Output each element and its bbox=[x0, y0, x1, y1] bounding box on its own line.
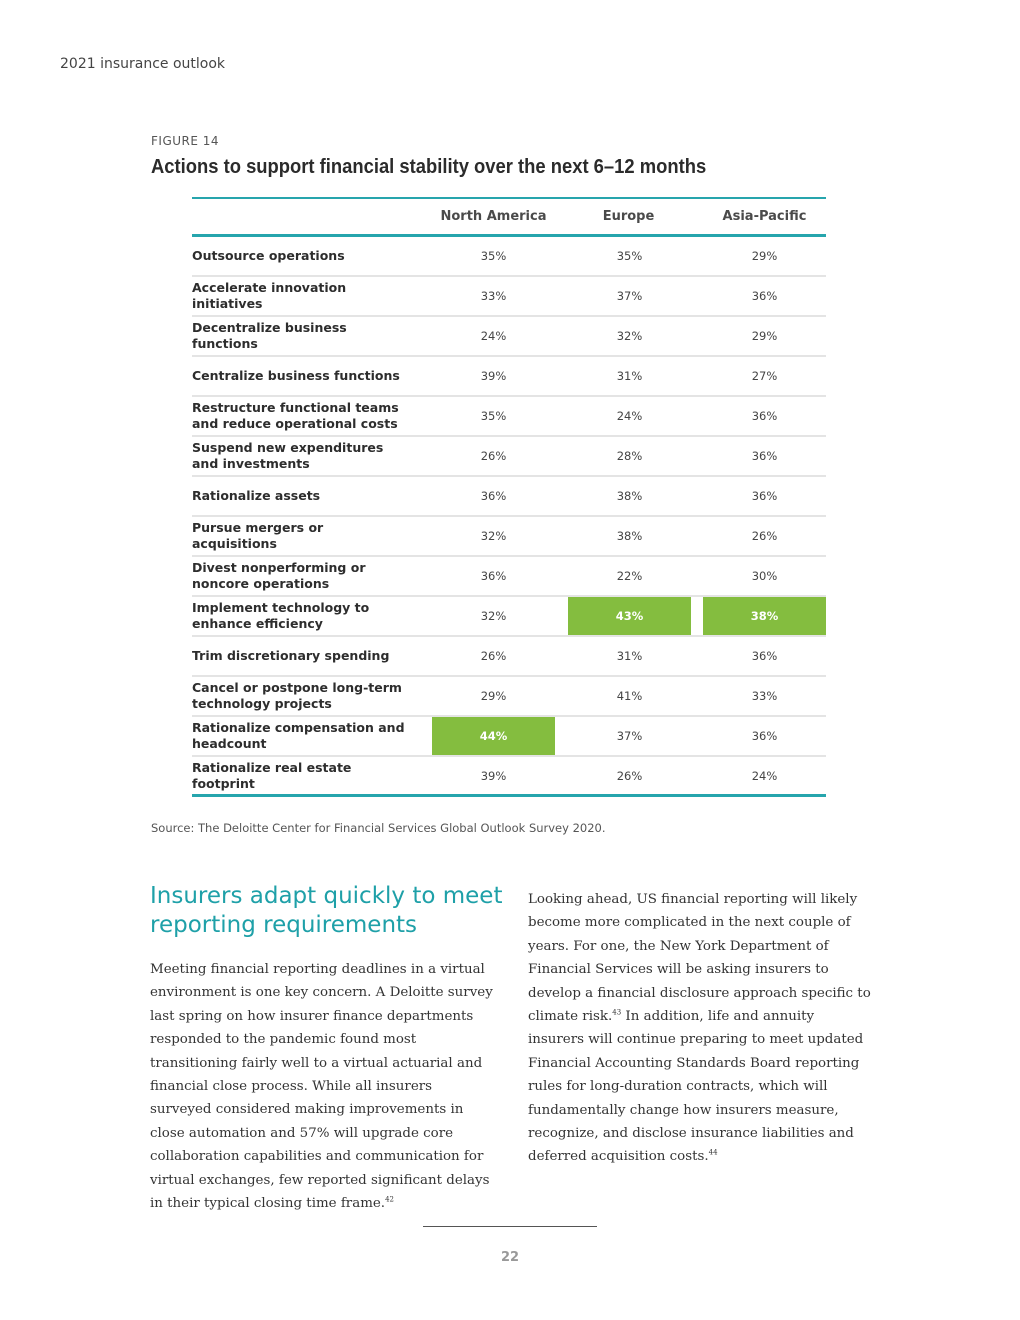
table-row bbox=[192, 477, 826, 517]
table-row bbox=[192, 557, 826, 597]
table-row bbox=[192, 237, 826, 277]
row-label: Implement technology to enhance efficiency bbox=[192, 600, 370, 631]
cell-asia-pacific: 29% bbox=[751, 249, 778, 263]
cell-europe: 38% bbox=[616, 489, 643, 503]
cell-europe: 24% bbox=[616, 409, 643, 423]
figure-label: FIGURE 14 bbox=[151, 134, 220, 148]
table-row bbox=[192, 517, 826, 557]
table-header-row bbox=[192, 199, 826, 237]
row-label: Trim discretionary spending bbox=[192, 648, 390, 663]
cell-asia-pacific: 27% bbox=[751, 369, 778, 383]
cell-north-america: 26% bbox=[480, 649, 507, 663]
cell-north-america: 32% bbox=[480, 609, 507, 623]
table-row bbox=[192, 397, 826, 437]
cell-europe: 32% bbox=[616, 329, 643, 343]
cell-europe: 31% bbox=[616, 649, 643, 663]
row-label: Rationalize assets bbox=[192, 488, 321, 503]
body-text-right-column bbox=[528, 888, 873, 1169]
paragraph-text: Looking ahead, US financial reporting will likely become more complicated in the next couple of years. For one, the New York Department of Financial Services will be asking insurers to develop a financial disclosure approach specific to climate risk. bbox=[528, 892, 871, 1025]
cell-asia-pacific: 26% bbox=[751, 529, 778, 543]
cell-asia-pacific: 36% bbox=[751, 489, 778, 503]
cell-asia-pacific: 38% bbox=[703, 597, 826, 635]
figure-source: Source: The Deloitte Center for Financial Services Global Outlook Survey 2020. bbox=[151, 821, 606, 835]
figure-title: Actions to support financial stability over the next 6–12 months bbox=[151, 156, 707, 178]
table-row bbox=[192, 437, 826, 477]
row-label: Rationalize real estate footprint bbox=[192, 759, 352, 791]
cell-north-america: 36% bbox=[480, 569, 507, 583]
table-row bbox=[192, 637, 826, 677]
cell-asia-pacific: 36% bbox=[751, 729, 778, 743]
cell-asia-pacific: 33% bbox=[751, 689, 778, 703]
cell-europe: 35% bbox=[616, 249, 643, 263]
endnote-ref: 43 bbox=[612, 1008, 622, 1017]
section-heading: Insurers adapt quickly to meet reporting requirements bbox=[150, 883, 503, 938]
column-header-asia-pacific: Asia-Pacific bbox=[722, 209, 807, 224]
cell-asia-pacific: 36% bbox=[751, 649, 778, 663]
cell-europe: 41% bbox=[616, 689, 643, 703]
cell-asia-pacific: 30% bbox=[751, 569, 778, 583]
row-label: Centralize business functions bbox=[192, 368, 400, 383]
row-label: Restructure functional teams and reduce operational costs bbox=[192, 400, 399, 431]
endnote-ref: 44 bbox=[708, 1149, 718, 1157]
running-header: 2021 insurance outlook bbox=[60, 56, 226, 72]
cell-asia-pacific: 29% bbox=[751, 329, 778, 343]
body-text-left-column bbox=[150, 958, 495, 1215]
cell-europe: 37% bbox=[616, 729, 643, 743]
cell-asia-pacific: 36% bbox=[751, 449, 778, 463]
cell-europe: 38% bbox=[616, 529, 643, 543]
page-number: 22 bbox=[500, 1250, 520, 1265]
row-label: Rationalize compensation and headcount bbox=[192, 720, 405, 751]
column-header-north-america: North America bbox=[440, 209, 547, 224]
footer-divider bbox=[423, 1226, 597, 1227]
cell-north-america: 33% bbox=[480, 289, 507, 303]
table-row bbox=[192, 277, 826, 317]
cell-europe: 28% bbox=[616, 449, 643, 463]
cell-north-america: 24% bbox=[480, 329, 507, 343]
row-label: Cancel or postpone long-term technology projects bbox=[192, 680, 402, 711]
endnote-ref: 42 bbox=[385, 1195, 394, 1204]
table-row bbox=[192, 717, 826, 757]
cell-asia-pacific: 36% bbox=[751, 409, 778, 423]
cell-north-america: 35% bbox=[480, 409, 507, 423]
table-row bbox=[192, 357, 826, 397]
paragraph-text: Meeting financial reporting deadlines in a virtual environment is one key concern. A Deloitte survey last spring on how insurer finance departments responded to the pandemic found most transitioning fairly well to a virtual actuarial and financial close process. While all insurers surveyed considered making improvements in close automation and 57% will upgrade core collaboration capabilities and communication for virtual exchanges, few reported significant delays in their typical closing time frame. bbox=[150, 962, 493, 1212]
column-header-europe: Europe bbox=[602, 209, 655, 224]
cell-north-america: 35% bbox=[480, 249, 507, 263]
row-label: Divest nonperforming or noncore operations bbox=[192, 560, 366, 591]
cell-europe: 26% bbox=[616, 768, 643, 783]
row-label: Accelerate innovation initiatives bbox=[192, 280, 347, 311]
table-row bbox=[192, 677, 826, 717]
cell-europe: 31% bbox=[616, 369, 643, 383]
cell-europe: 37% bbox=[616, 289, 643, 303]
row-label: Suspend new expenditures and investments bbox=[192, 440, 384, 471]
cell-asia-pacific: 36% bbox=[751, 289, 778, 303]
paragraph-text: In addition, life and annuity insurers will continue preparing to meet updated Financial Accounting Standards Board reporting rules for long-duration contracts, which will fundamentally change how insurers measure, recognize, and disclose insurance liabilities and deferred acquisition costs. bbox=[528, 1009, 864, 1165]
row-label: Outsource operations bbox=[192, 248, 345, 263]
cell-asia-pacific: 24% bbox=[751, 768, 778, 783]
row-label: Decentralize business functions bbox=[192, 320, 347, 351]
table-row bbox=[192, 597, 826, 637]
table-body bbox=[192, 237, 826, 797]
cell-north-america: 44% bbox=[432, 717, 555, 755]
cell-north-america: 32% bbox=[480, 529, 507, 543]
cell-north-america: 39% bbox=[480, 369, 507, 383]
table-row bbox=[192, 317, 826, 357]
cell-europe: 43% bbox=[568, 597, 691, 635]
cell-north-america: 36% bbox=[480, 489, 507, 503]
cell-north-america: 26% bbox=[480, 449, 507, 463]
cell-north-america: 39% bbox=[480, 768, 507, 783]
cell-north-america: 29% bbox=[480, 689, 507, 703]
stability-actions-table bbox=[192, 197, 826, 797]
cell-europe: 22% bbox=[616, 569, 643, 583]
row-label: Pursue mergers or acquisitions bbox=[192, 520, 324, 551]
table-row bbox=[192, 757, 826, 797]
